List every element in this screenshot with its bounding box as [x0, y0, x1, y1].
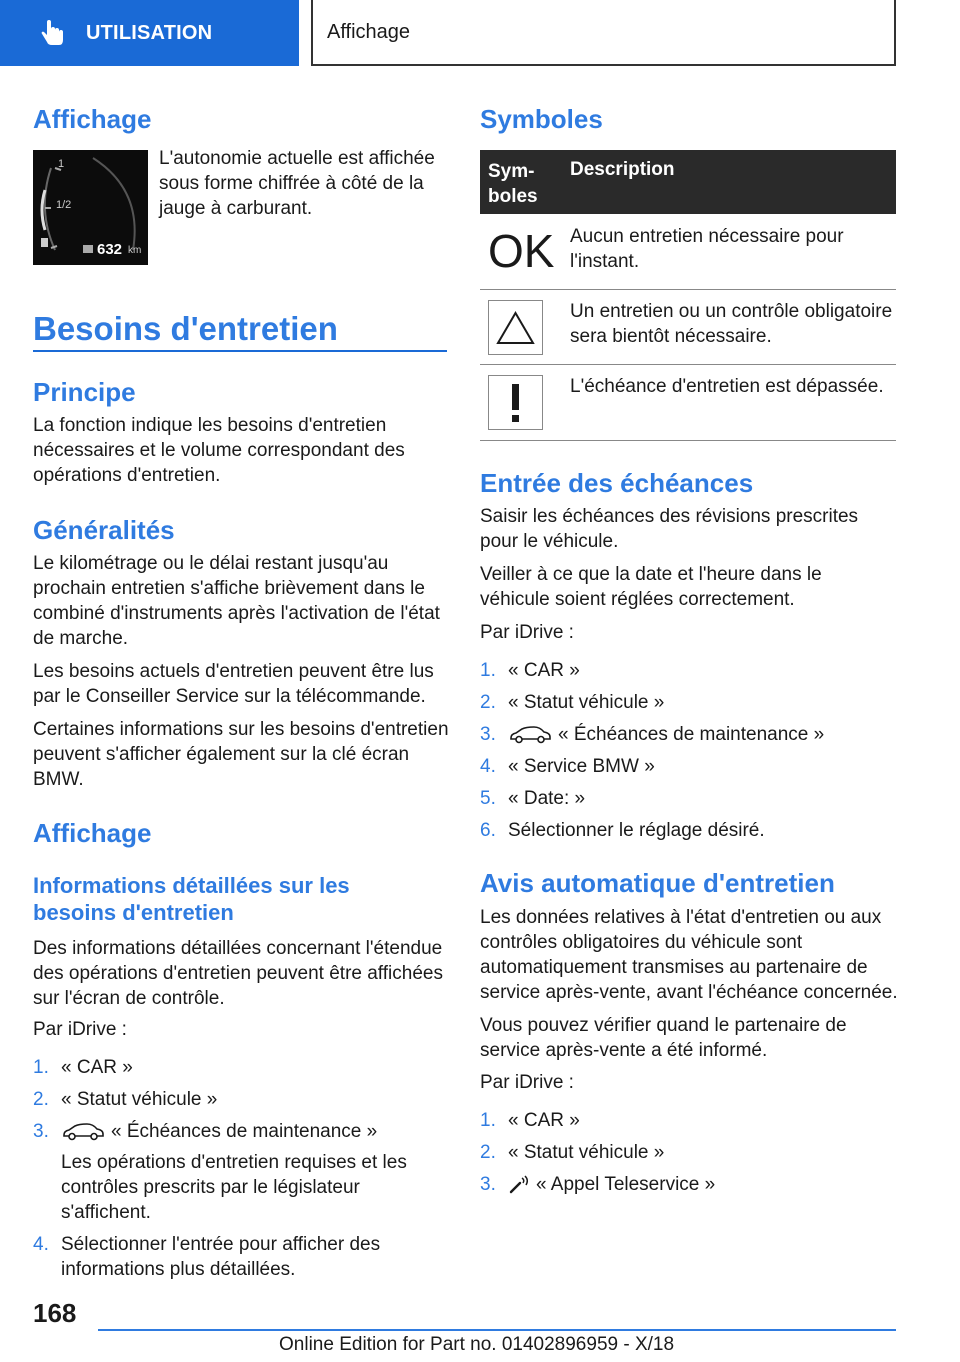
entree-p2: Veiller à ce que la date et l'heure dans le véhicule soient réglées correctement.	[480, 564, 822, 610]
list-item: 2. « Statut véhicule »	[480, 692, 665, 713]
table-row: Un entretien ou un contrôle obligatoire sera bientôt nécessaire.	[480, 290, 896, 365]
section-tab[interactable]	[0, 0, 299, 66]
exclamation-icon	[488, 375, 543, 430]
affichage-heading: Affichage	[33, 104, 152, 134]
list-item: 1. « CAR »	[480, 1110, 580, 1131]
gauge-half-mark: 1/2	[56, 199, 72, 211]
list-item: 6. Sélectionner le réglage désiré.	[480, 820, 765, 841]
entree-heading: Entrée des échéances	[480, 468, 754, 498]
left-steps-list	[33, 1055, 449, 1282]
col-header-symbols: Sym-boles	[488, 161, 538, 207]
principe-heading: Principe	[33, 377, 136, 407]
right-steps-list-2	[480, 1108, 896, 1197]
besoins-heading: Besoins d'entretien	[33, 310, 338, 347]
footer-rule	[98, 1329, 896, 1331]
page-header	[0, 0, 960, 66]
list-item: 2. « Statut véhicule »	[480, 1142, 665, 1163]
warning-triangle-icon	[488, 300, 543, 355]
pointing-hand-icon	[38, 18, 68, 48]
symbols-table	[480, 150, 896, 441]
list-item: 3. « Échéances de maintenance » Les opérations d'entretien requises et les contrôles prescrits par le législateur s'affichent.	[33, 1119, 449, 1225]
page-label: Affichage	[327, 20, 411, 43]
generalites-p1: Le kilométrage ou le délai restant jusqu'au prochain entretien s'affiche brièvement dans le combiné d'instruments après l'activation de l'état de marche.	[33, 553, 440, 649]
car-icon	[508, 726, 552, 744]
generalites-p3: Certaines informations sur les besoins d'entretien peuvent s'afficher également sur la clé écran BMW.	[33, 719, 449, 790]
section-label: UTILISATION	[86, 21, 213, 44]
list-item: 2. « Statut véhicule »	[33, 1089, 218, 1110]
gauge-reading: 632	[97, 241, 123, 258]
info-heading: Informations détaillées sur les besoins d'entretien	[33, 873, 350, 925]
generalites-heading: Généralités	[33, 515, 175, 545]
list-item: 4. Sélectionner l'entrée pour afficher des informations plus détaillées.	[33, 1234, 381, 1280]
list-item: 1. « CAR »	[480, 660, 580, 681]
par-idrive-right-2: Par iDrive :	[480, 1072, 574, 1093]
col-header-description: Description	[570, 159, 675, 180]
gauge-description: L'autonomie actuelle est affichée sous forme chiffrée à côté de la jauge à carburant.	[159, 148, 435, 219]
wrench-signal-icon	[508, 1175, 530, 1195]
car-icon	[61, 1123, 105, 1141]
list-item: 4. « Service BMW »	[480, 756, 655, 777]
avis-p1: Les données relatives à l'état d'entretien ou aux contrôles obligatoires du véhicule sont automatiquement transmises au partenaire de service après-vente, avant l'échéance concernée.	[480, 907, 898, 1003]
fuel-gauge-image	[33, 150, 148, 265]
avis-p2: Vous pouvez vérifier quand le partenaire de service après-vente a été informé.	[480, 1015, 847, 1061]
table-row: OK Aucun entretien nécessaire pour l'instant.	[480, 214, 896, 290]
page-tab[interactable]	[311, 0, 896, 66]
list-item: 5. « Date: »	[480, 788, 586, 809]
step3-sub: Les opérations d'entretien requises et les contrôles prescrits par le législateur s'affichent.	[61, 1152, 407, 1223]
par-idrive-right: Par iDrive :	[480, 622, 574, 643]
par-idrive-left: Par iDrive :	[33, 1019, 127, 1040]
symboles-heading: Symboles	[480, 104, 603, 134]
gauge-unit: km	[128, 245, 142, 256]
table-row: L'échéance d'entretien est dépassée.	[480, 365, 896, 441]
ok-icon: OK	[488, 225, 555, 277]
info-text: Des informations détaillées concernant l'étendue des opérations d'entretien peuvent être affichées sur l'écran de contrôle.	[33, 938, 443, 1009]
list-item: 3. « Appel Teleservice »	[480, 1174, 716, 1195]
generalites-p2: Les besoins actuels d'entretien peuvent être lus par le Conseiller Service sur la télécommande.	[33, 661, 434, 707]
affichage2-heading: Affichage	[33, 818, 152, 848]
right-steps-list	[480, 658, 896, 843]
heading-rule	[33, 350, 447, 352]
edition-text: Online Edition for Part no. 01402896959 - X/18	[279, 1334, 675, 1355]
entree-p1: Saisir les échéances des révisions prescrites pour le véhicule.	[480, 506, 859, 552]
avis-heading: Avis automatique d'entretien	[480, 868, 835, 898]
list-item: 3. « Échéances de maintenance »	[480, 724, 825, 745]
gauge-full-mark: 1	[58, 158, 65, 170]
table-header	[480, 150, 896, 214]
page-number: 168	[33, 1298, 77, 1328]
principe-text: La fonction indique les besoins d'entretien nécessaires et le volume correspondant des opérations d'entretien.	[33, 415, 405, 486]
list-item: 1. « CAR »	[33, 1057, 133, 1078]
